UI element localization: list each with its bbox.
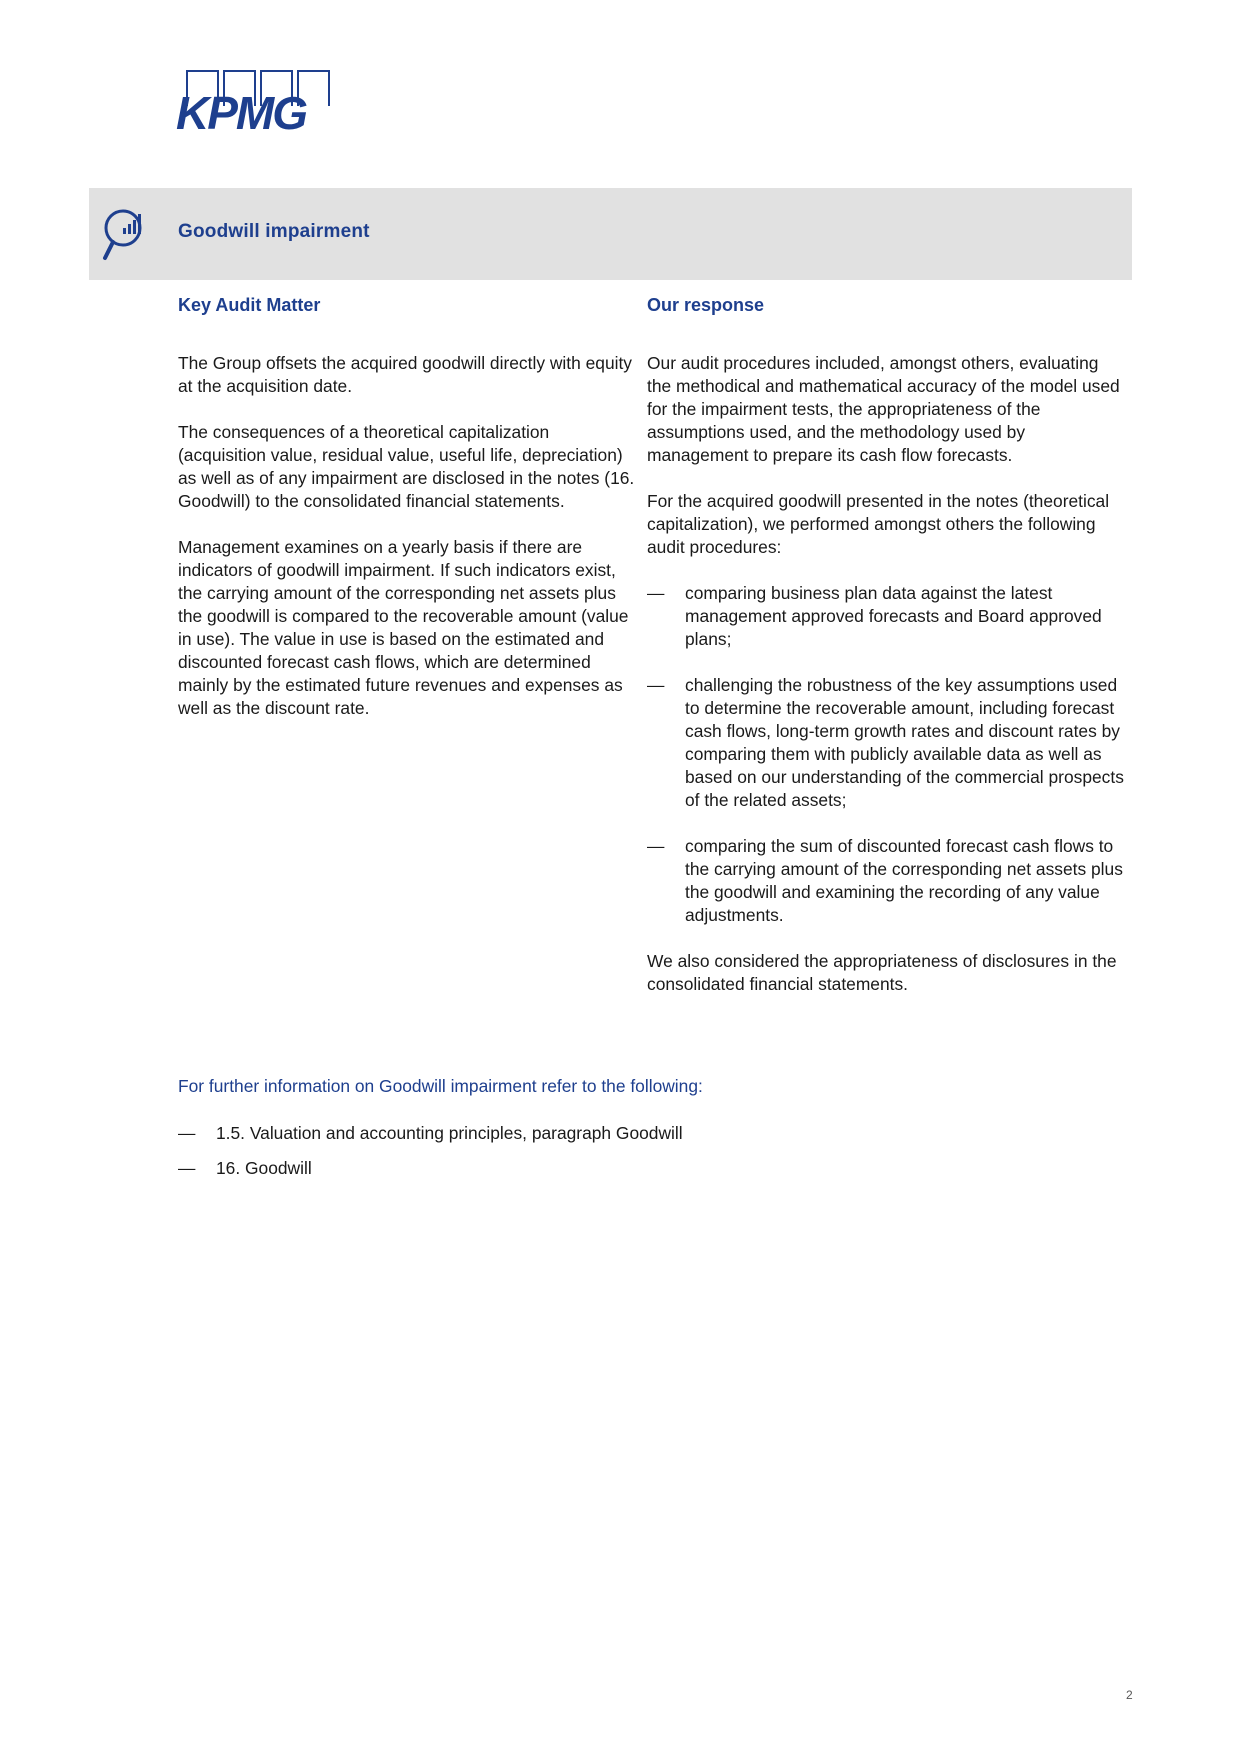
our-response-text	[647, 352, 1125, 1019]
list-item-text: comparing the sum of discounted forecast cash flows to the carrying amount of the corresponding net assets plus the goodwill and examining the recording of any value adjustments.	[685, 836, 1123, 925]
logo-text: KPMG	[176, 87, 306, 139]
section-header-band	[89, 188, 1132, 280]
reference-text: 1.5. Valuation and accounting principles, paragraph Goodwill	[216, 1123, 683, 1143]
magnifier-chart-icon	[101, 206, 151, 262]
dash-bullet: —	[178, 1158, 196, 1178]
dash-bullet: —	[647, 675, 665, 695]
key-audit-matter-heading: Key Audit Matter	[178, 295, 321, 315]
reference-item	[178, 1122, 878, 1145]
dash-bullet: —	[647, 583, 665, 603]
list-item-text: challenging the robustness of the key assumptions used to determine the recoverable amount, including forecast cash flows, long-term growth rates and discount rates by comparing them with publicly available data as well as based on our understanding of the commercial prospects of the related assets;	[685, 675, 1124, 810]
paragraph: For the acquired goodwill presented in the notes (theoretical capitalization), we performed amongst others the following audit procedures:	[647, 491, 1110, 557]
list-item	[647, 674, 1125, 812]
our-response-heading: Our response	[647, 295, 765, 315]
page-number: 2	[1126, 1688, 1133, 1702]
reference-list	[178, 1122, 878, 1192]
list-item-text: comparing business plan data against the latest management approved forecasts and Board approved plans;	[685, 583, 1102, 649]
paragraph: The Group offsets the acquired goodwill directly with equity at the acquisition date.	[178, 353, 633, 396]
list-item	[647, 835, 1125, 927]
paragraph: We also considered the appropriateness of disclosures in the consolidated financial statements.	[647, 951, 1117, 994]
reference-item	[178, 1157, 878, 1180]
section-title: Goodwill impairment	[178, 221, 370, 242]
further-information-text: For further information on Goodwill impairment refer to the following:	[178, 1076, 703, 1096]
paragraph: The consequences of a theoretical capitalization (acquisition value, residual value, useful life, depreciation) as well as of any impairment are disclosed in the notes (16. Goodwill) to the consolidated financial statements.	[178, 422, 635, 511]
paragraph: Our audit procedures included, amongst others, evaluating the methodical and mathematical accuracy of the model used for the impairment tests, the appropriateness of the assumptions used, and the methodology used by management to prepare its cash flow forecasts.	[647, 353, 1120, 465]
kpmg-logo	[176, 70, 336, 139]
dash-bullet: —	[647, 836, 665, 856]
dash-bullet: —	[178, 1123, 196, 1143]
reference-text: 16. Goodwill	[216, 1158, 312, 1178]
key-audit-matter-text	[178, 352, 638, 743]
paragraph: Management examines on a yearly basis if there are indicators of goodwill impairment. If such indicators exist, the carrying amount of the corresponding net assets plus the goodwill is compared to the recoverable amount (value in use). The value in use is based on the estimated and discounted forecast cash flows, which are determined mainly by the estimated future revenues and expenses as well as the discount rate.	[178, 537, 629, 718]
list-item	[647, 582, 1125, 651]
